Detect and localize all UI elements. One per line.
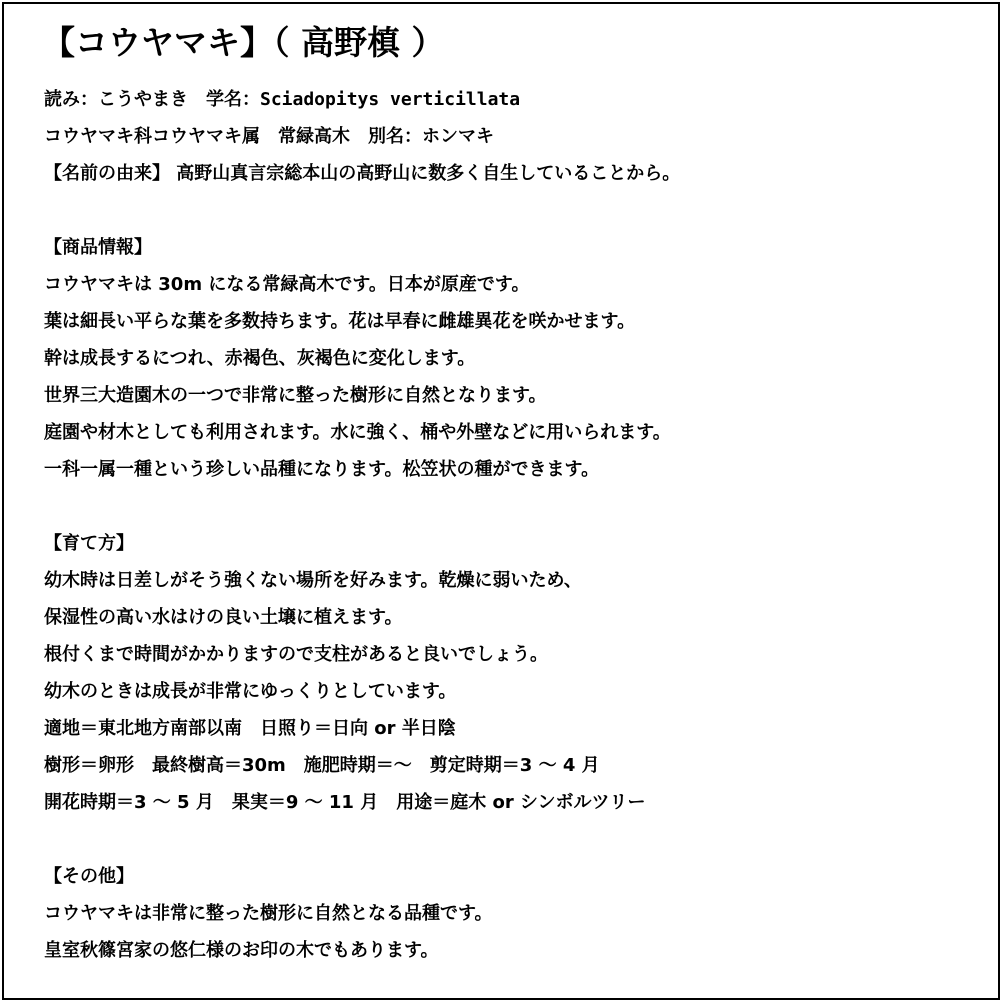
classification-line: コウヤマキ科コウヤマキ属 常緑高木 別名：ホンマキ	[44, 126, 494, 147]
other-line: コウヤマキは非常に整った樹形に自然となる品種です。	[44, 903, 493, 924]
scientific-name: Sciadopitys verticillata	[260, 89, 521, 110]
cultivation-line: 幼木のときは成長が非常にゆっくりとしています。	[44, 681, 457, 702]
other-heading: 【その他】	[44, 866, 134, 887]
spacer	[44, 488, 974, 525]
product-info-line: 葉は細長い平らな葉を多数持ちます。花は早春に雌雄異花を咲かせます。	[44, 311, 636, 332]
product-info-line: 幹は成長するにつれ、赤褐色、灰褐色に変化します。	[44, 348, 476, 369]
document-body	[44, 81, 974, 969]
cultivation-line: 幼木時は日差しがそう強くない場所を好みます。乾燥に弱いため、	[44, 570, 582, 591]
spacer	[44, 821, 974, 858]
cultivation-heading: 【育て方】	[44, 533, 134, 554]
cultivation-line: 樹形＝卵形 最終樹高＝30m 施肥時期＝～ 剪定時期＝3 ～ 4 月	[44, 755, 600, 776]
other-line: 皇室秋篠宮家の悠仁様のお印の木でもあります。	[44, 940, 439, 961]
product-info-heading: 【商品情報】	[44, 237, 152, 258]
spacer	[44, 192, 974, 229]
cultivation-line: 保湿性の高い水はけの良い土壌に植えます。	[44, 607, 403, 628]
product-info-line: 庭園や材木としても利用されます。水に強く、桶や外壁などに用いられます。	[44, 422, 671, 443]
product-info-line: コウヤマキは 30m になる常緑高木です。日本が原産です。	[44, 274, 530, 295]
name-origin-line: 【名前の由来】 高野山真言宗総本山の高野山に数多く自生していることから。	[44, 163, 681, 184]
reading-label: 読み：こうやまき 学名：	[44, 89, 260, 110]
cultivation-line: 適地＝東北地方南部以南 日照り＝日向 or 半日陰	[44, 718, 456, 739]
product-info-line: 一科一属一種という珍しい品種になります。松笠状の種ができます。	[44, 459, 600, 480]
reading-line	[44, 81, 974, 118]
cultivation-line: 開花時期＝3 ～ 5 月 果実＝9 ～ 11 月 用途＝庭木 or シンボルツリー	[44, 792, 646, 813]
cultivation-line: 根付くまで時間がかかりますので支柱があると良いでしょう。	[44, 644, 548, 665]
page-title: 【コウヤマキ】（ 高野槙 ）	[42, 23, 445, 62]
product-info-line: 世界三大造園木の一つで非常に整った樹形に自然となります。	[44, 385, 547, 406]
